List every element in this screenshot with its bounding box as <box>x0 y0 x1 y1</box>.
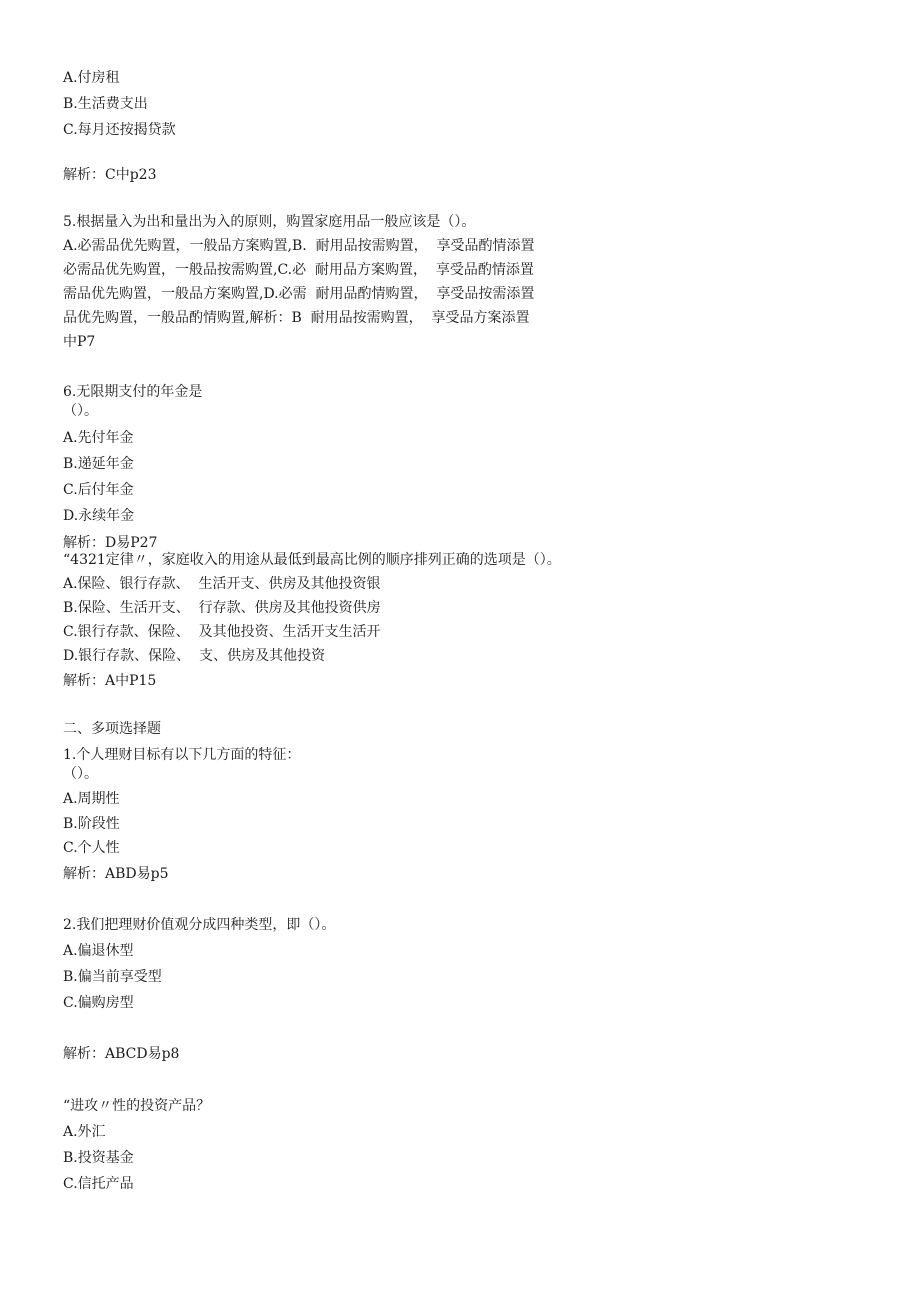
q6-option-b: B.递延年金 <box>63 456 134 472</box>
q5-options-line: A.必需品优先购置，一般品方案购置,B. 耐用品按需购置， 享受品酌情添置 <box>63 238 535 254</box>
q6-option-a: A.先付年金 <box>63 430 134 446</box>
m1-analysis: 解析：ABD易p5 <box>63 866 169 882</box>
section-heading: 二、多项选择题 <box>63 721 161 737</box>
m1-option-a: A.周期性 <box>63 791 120 807</box>
q6-analysis: 解析：D易P27 <box>63 535 158 551</box>
q4-option-b: B.生活费支出 <box>63 96 148 112</box>
q7-option-d: D.银行存款、保险、 支、供房及其他投资 <box>63 648 326 664</box>
q7-option-c: C.银行存款、保险、 及其他投资、生活开支生活开 <box>63 624 381 640</box>
q6-stem: 6.无限期支付的年金是 <box>63 384 203 400</box>
q7-analysis: 解析：A中P15 <box>63 673 157 689</box>
m3-option-b: B.投资基金 <box>63 1150 134 1166</box>
m2-option-c: C.偏购房型 <box>63 995 134 1011</box>
m3-option-c: C.信托产品 <box>63 1176 134 1192</box>
q5-options-line: 必需品优先购置，一般品按需购置,C.必 耐用品方案购置， 享受品酌情添置 <box>63 262 534 278</box>
q6-option-d: D.永续年金 <box>63 508 135 524</box>
q4-option-a: A.付房租 <box>63 70 120 86</box>
q5-stem: 5.根据量入为出和量出为入的原则，购置家庭用品一般应该是（）。 <box>63 214 476 230</box>
m2-analysis: 解析：ABCD易p8 <box>63 1046 180 1062</box>
q7-stem: “4321定律〃，家庭收入的用途从最低到最高比例的顺序排列正确的选项是（）。 <box>63 552 561 568</box>
m1-stem: 1.个人理财目标有以下几方面的特征： <box>63 747 301 763</box>
q6-option-c: C.后付年金 <box>63 482 134 498</box>
q5-options-line: 中P7 <box>63 334 96 350</box>
m3-stem: “进攻〃性的投资产品？ <box>63 1098 211 1114</box>
q5-options-line: 品优先购置，一般品酌情购置,解析：B 耐用品按需购置， 享受品方案添置 <box>63 310 530 326</box>
q5-options-line: 需品优先购置，一般品方案购置,D.必需 耐用品酌情购置， 享受品按需添置 <box>63 286 535 302</box>
q4-option-c: C.每月还按揭贷款 <box>63 122 176 138</box>
q7-option-b: B.保险、生活开支、 行存款、供房及其他投资供房 <box>63 600 381 616</box>
m2-stem: 2.我们把理财价值观分成四种类型，即（）。 <box>63 917 336 933</box>
q7-option-a: A.保险、银行存款、 生活开支、供房及其他投资银 <box>63 576 381 592</box>
q6-paren: （）。 <box>63 403 98 419</box>
m2-option-b: B.偏当前享受型 <box>63 969 162 985</box>
m3-option-a: A.外汇 <box>63 1124 106 1140</box>
m2-option-a: A.偏退休型 <box>63 943 134 959</box>
m1-option-b: B.阶段性 <box>63 816 120 832</box>
m1-paren: （）。 <box>63 766 98 782</box>
q4-analysis: 解析：C中p23 <box>63 167 157 183</box>
m1-option-c: C.个人性 <box>63 840 120 856</box>
